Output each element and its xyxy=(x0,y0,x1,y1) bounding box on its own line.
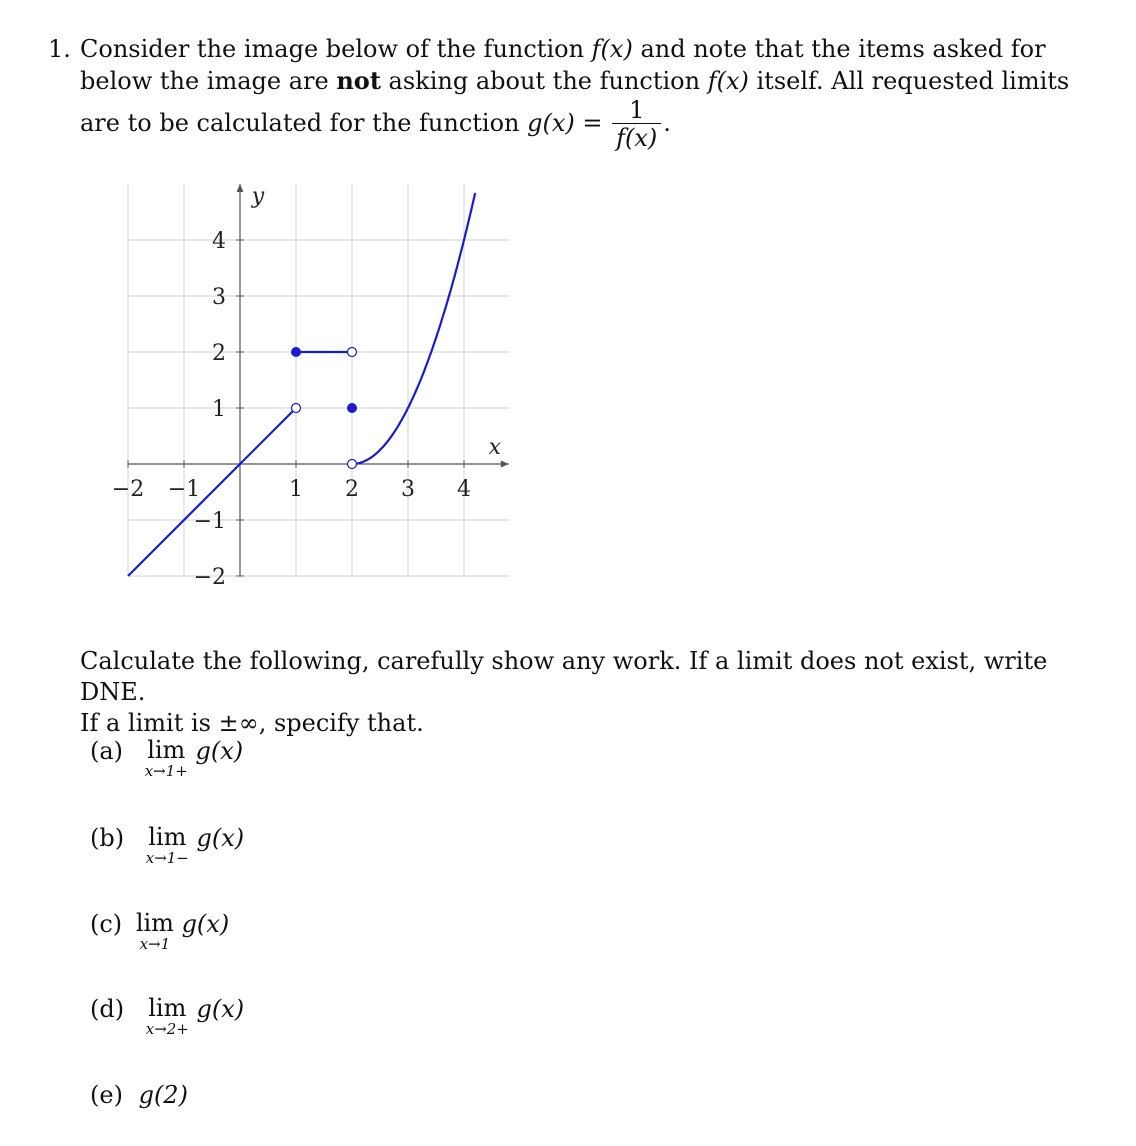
function-f-2: f(x) xyxy=(707,67,749,95)
grid xyxy=(128,184,509,576)
problem-text xyxy=(80,34,1088,152)
part-e xyxy=(90,1081,188,1109)
y-tick-label: 3 xyxy=(212,285,226,310)
series-line xyxy=(352,193,475,464)
limit-operator xyxy=(145,737,188,779)
x-tick-label: 3 xyxy=(401,477,415,502)
labels xyxy=(112,184,502,586)
part-expression: g(2) xyxy=(138,1081,188,1109)
x-tick-label: 4 xyxy=(457,477,471,502)
intro-text-2: and note that the items asked for below the image are xyxy=(80,35,1046,95)
part-expression: g(x) xyxy=(196,995,245,1023)
lim-text: lim xyxy=(147,736,186,764)
limit-operator xyxy=(146,824,189,866)
period: . xyxy=(663,109,671,137)
equals-sign: = xyxy=(574,109,611,137)
fraction-denominator: f(x) xyxy=(612,123,661,152)
limit-subscript: x→1− xyxy=(145,849,189,867)
closed-point xyxy=(291,347,301,357)
fraction xyxy=(612,97,661,152)
limit-operator xyxy=(136,910,174,952)
limit-operator xyxy=(146,995,189,1037)
part-b xyxy=(90,824,244,866)
part-label: (d) xyxy=(90,995,125,1023)
x-tick-label: −2 xyxy=(111,477,145,502)
open-point xyxy=(348,460,357,469)
limit-subscript: x→2+ xyxy=(145,1020,189,1038)
open-point xyxy=(348,348,357,357)
limit-subscript: x→1+ xyxy=(144,762,188,780)
part-label: (e) xyxy=(90,1081,123,1109)
part-a xyxy=(90,737,243,779)
part-expression: g(x) xyxy=(195,737,244,765)
part-d xyxy=(90,995,244,1037)
lim-text: lim xyxy=(148,994,187,1022)
intro-text-1: Consider the image below of the function xyxy=(80,35,592,63)
instructions xyxy=(80,646,1080,739)
part-label: (b) xyxy=(90,824,125,852)
instructions-line-1: Calculate the following, carefully show any work. If a limit does not exist, write DNE. xyxy=(80,647,1048,706)
x-tick-label: 1 xyxy=(289,477,303,502)
curves xyxy=(128,193,475,576)
part-label: (c) xyxy=(90,910,123,938)
x-axis-label: x xyxy=(488,435,502,460)
y-axis-arrow xyxy=(237,184,244,192)
part-expression: g(x) xyxy=(181,910,230,938)
intro-text-3: asking about the function xyxy=(380,67,708,95)
part-expression: g(x) xyxy=(196,824,245,852)
emphasis-not: not xyxy=(336,66,381,95)
y-axis-label: y xyxy=(251,184,265,210)
intro-text-4: itself. All requested limits are to be calculated for the function xyxy=(80,67,1070,137)
instructions-line-2: If a limit is ±∞, specify that. xyxy=(80,709,424,737)
x-axis-arrow xyxy=(501,461,509,468)
y-tick-label: −1 xyxy=(193,509,226,534)
series-line xyxy=(128,408,296,576)
y-tick-label: 1 xyxy=(212,397,226,422)
y-tick-label: 4 xyxy=(212,229,226,254)
fraction-numerator: 1 xyxy=(629,96,645,124)
function-g: g(x) xyxy=(527,109,575,137)
part-label: (a) xyxy=(90,737,124,765)
closed-point xyxy=(347,403,357,413)
function-f: f(x) xyxy=(591,35,633,63)
part-c xyxy=(90,910,229,952)
x-tick-label: 2 xyxy=(345,477,359,502)
function-graph xyxy=(95,176,585,586)
x-tick-label: −1 xyxy=(167,477,201,502)
y-tick-label: 2 xyxy=(212,341,226,366)
problem-statement xyxy=(48,34,1088,152)
open-point xyxy=(292,404,301,413)
y-tick-label: −2 xyxy=(193,565,226,586)
axes xyxy=(128,184,509,576)
problem-number: 1. xyxy=(48,35,71,63)
lim-text: lim xyxy=(148,823,187,851)
limit-subscript: x→1 xyxy=(139,935,171,953)
lim-text: lim xyxy=(135,909,174,937)
